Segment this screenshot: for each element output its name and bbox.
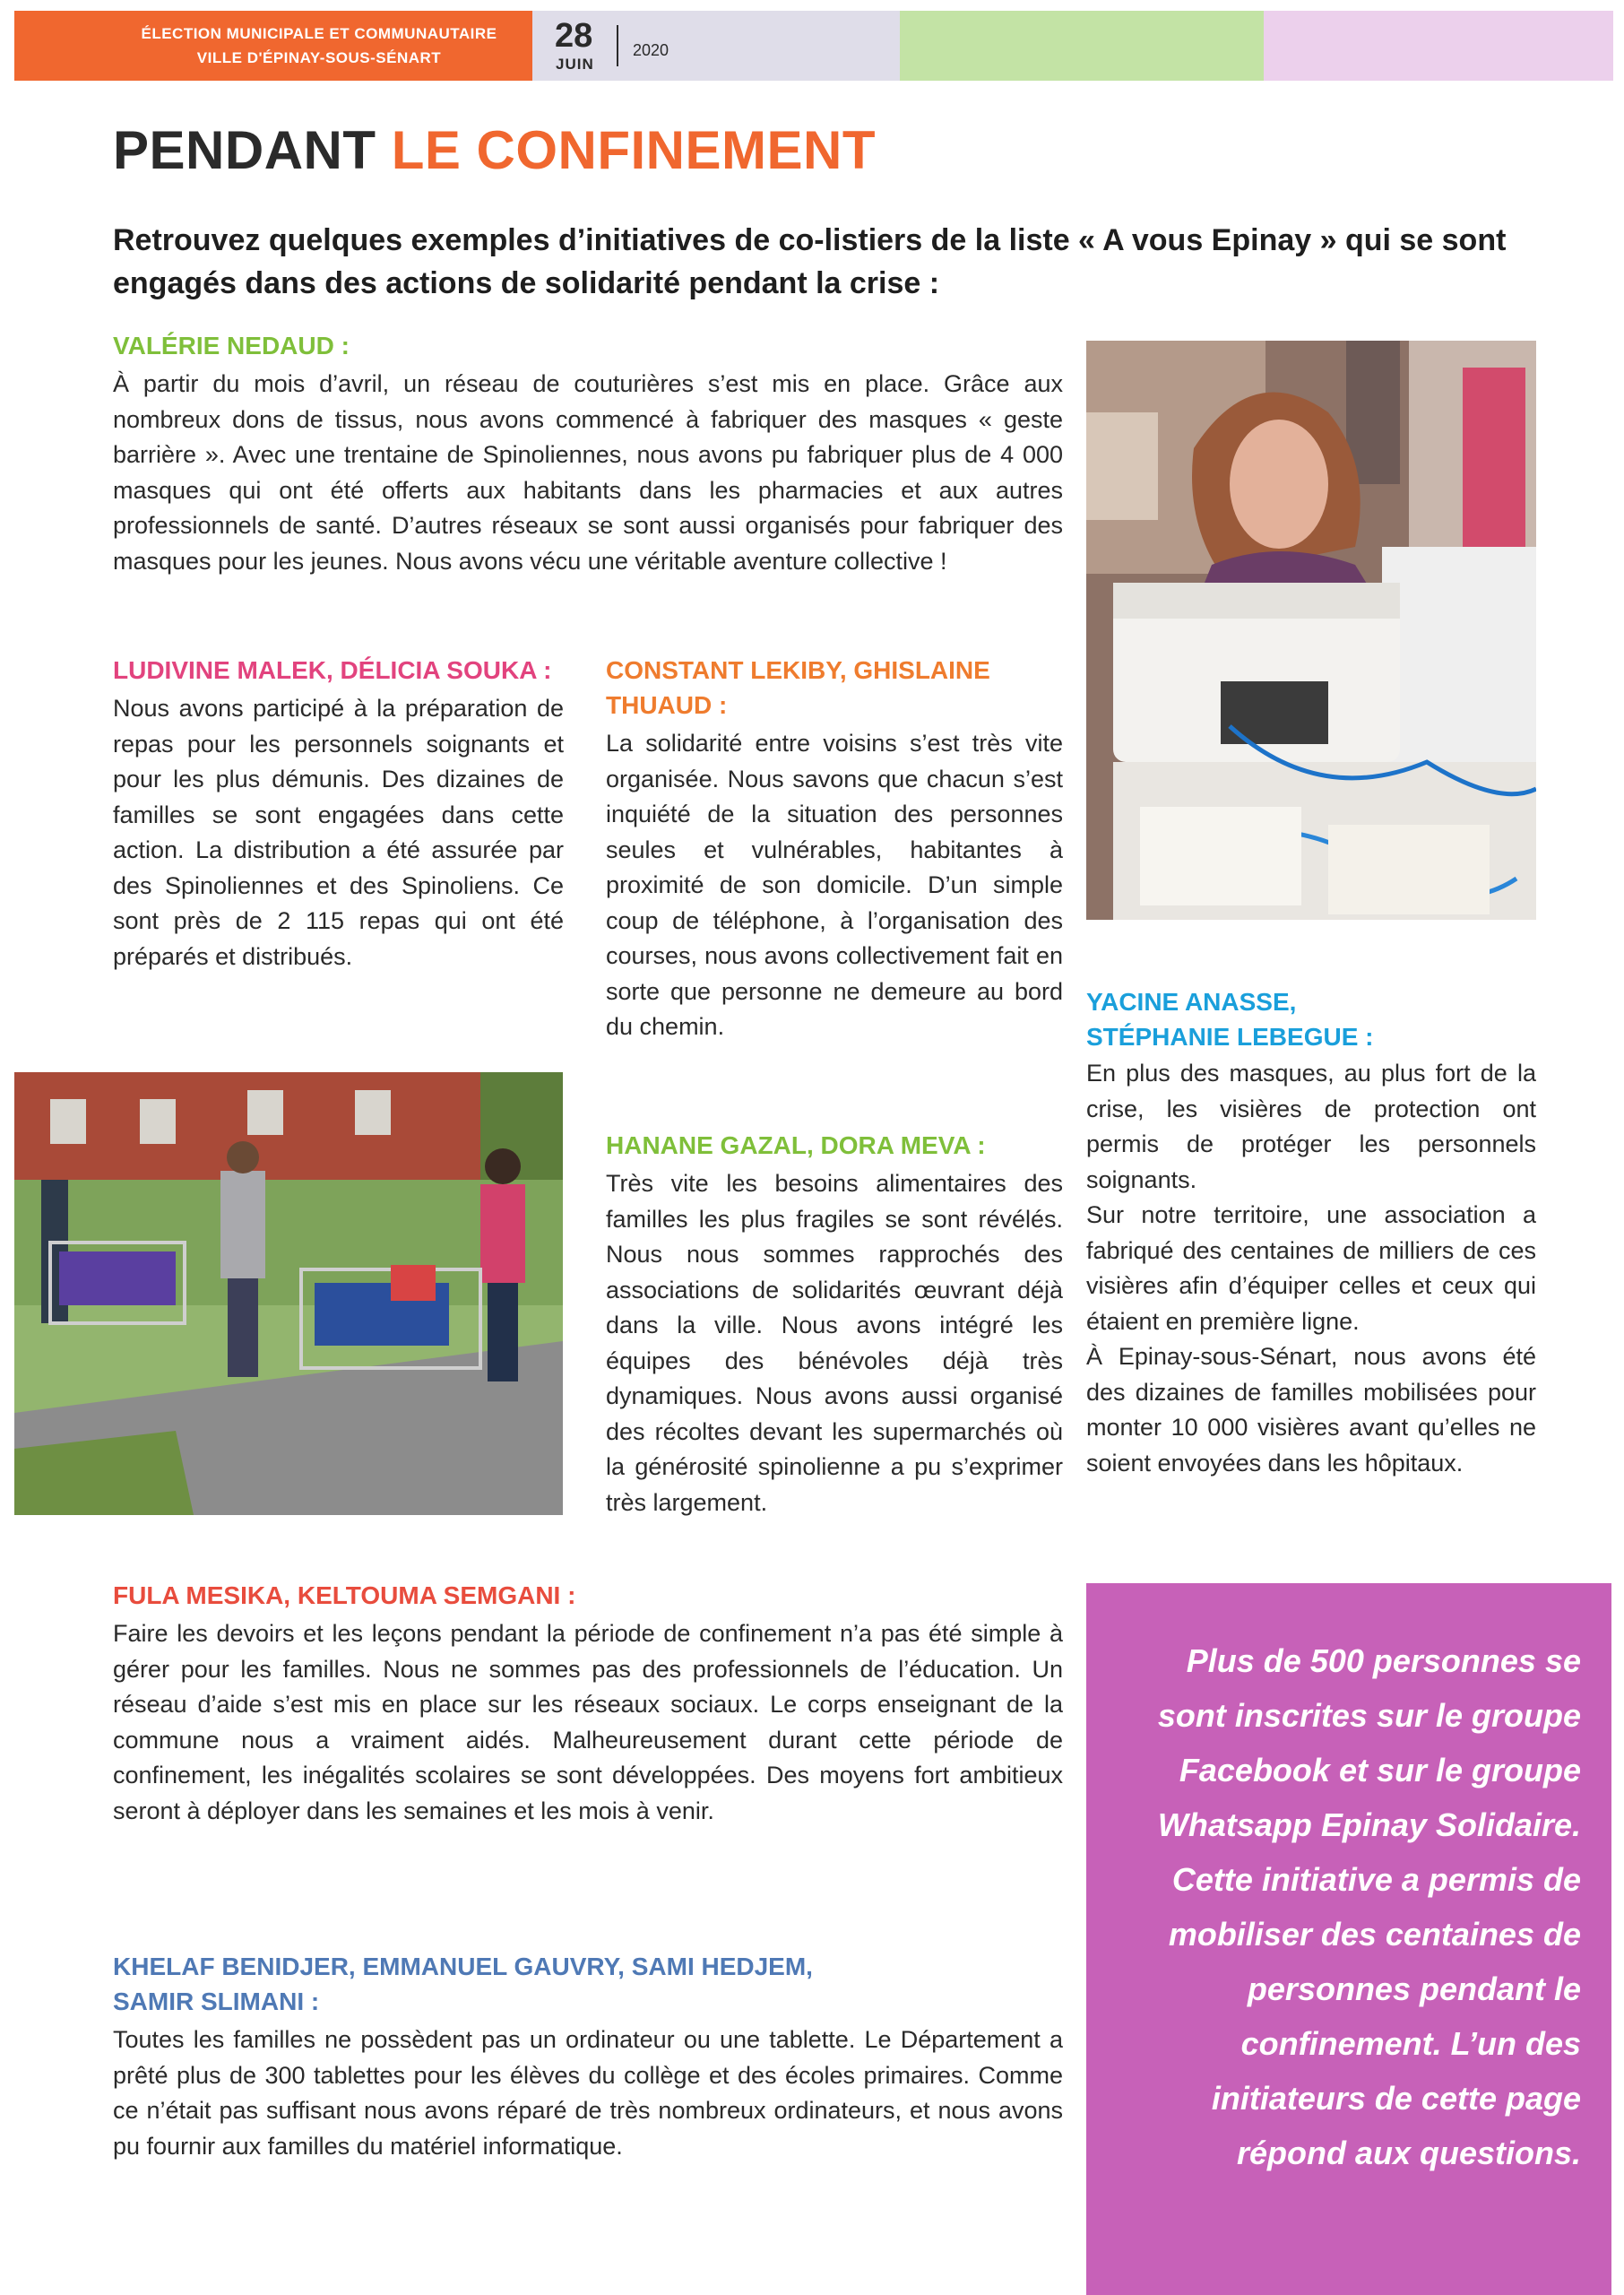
article-constant [606,653,1063,1045]
article-yacine [1086,984,1536,1481]
article-fula [113,1578,1063,1829]
shopping-carts-photo [14,1072,563,1515]
article-hanane [606,1128,1063,1520]
header-band-green [900,11,1264,81]
article-body: À partir du mois d’avril, un réseau de couturières s’est mis en place. Grâce aux nombreux dons de tissus, nous avons commencé à fabriquer des masques « geste barrière ». Avec une trentaine de Spinoliennes, nous avons pu fabriquer plus de 4 000 masques qui ont été offerts aux habitants dans les pharmacies et aux autres professionnels de santé. D’autres réseaux se sont aussi organisés pour fabriquer des masques pour les jeunes. Nous avons vécu une véritable aventure collective ! [113,370,1063,575]
article-heading [113,1949,1063,2019]
header-band-lilac [1264,11,1613,81]
election-month: JUIN [556,56,594,73]
intro-text: Retrouvez quelques exemples d’initiatives de co-listiers de la liste « A vous Epinay » qui se sont engagés dans des actions de solidarité pendant la crise : [113,223,1507,300]
election-title-line2: VILLE D'ÉPINAY-SOUS-SÉNART [196,49,442,66]
article-heading-line1: YACINE ANASSE, [1086,988,1297,1016]
article-paragraph: Sur notre territoire, une association a fabriqué des centaines de milliers de ces visières afin d’équiper celles et ceux qui étaient en première ligne. [1086,1201,1536,1335]
article-body: Toutes les familles ne possèdent pas un ordinateur ou une tablette. Le Département a prêté plus de 300 tablettes pour les élèves du collège et des écoles primaires. Comme ce n’était pas suffisant nous avons réparé de très nombreux ordinateurs, et nous avons pu fournir aux familles du matériel informatique. [113,2026,1063,2160]
article-paragraph: En plus des masques, au plus fort de la crise, les visières de protection ont permis de protéger les personnels soignants. [1086,1060,1536,1193]
article-body: Très vite les besoins alimentaires des familles les plus fragiles se sont révélés. Nous nous sommes rapprochés des associations de solidarités œuvrant déjà dans la ville. Nous avons intégré les équipes des bénévoles déjà très dynamiques. Nous avons aussi organisé des récoltes devant les supermarchés où la générosité spinolienne a pu s’exprimer très largement. [606,1170,1063,1516]
quote-text: Plus de 500 personnes se sont inscrites sur le groupe Facebook et sur le groupe Whatsapp Epinay Solidaire. Cette initiative a permis de mobiliser des centaines de personnes pendant le confinement. L’un des initiateurs de cette page répond aux questions. [1157,1642,1581,2171]
header-band [14,11,1613,81]
election-day: 28 [555,17,593,55]
article-heading: FULA MESIKA, KELTOUMA SEMGANI : [113,1581,576,1609]
article-heading: VALÉRIE NEDAUD : [113,332,350,359]
article-heading: CONSTANT LEKIBY, GHISLAINE THUAUD : [606,656,990,719]
sewing-photo [1086,341,1536,920]
date-divider [617,25,618,66]
article-heading: LUDIVINE MALEK, DÉLICIA SOUKA : [113,656,552,684]
election-title [104,22,534,70]
article-body: Nous avons participé à la préparation de repas pour les personnels soignants et pour les plus démunis. Des dizaines de familles se sont engagées dans cette action. La distribution a été assurée par des Spinoliennes et des Spinoliens. Ce sont près de 2 115 repas qui ont été préparés et distribués. [113,695,564,970]
page-title [113,115,876,186]
sewing-photo-illustration [1086,341,1536,920]
article-valerie [113,328,1063,579]
page-title-part1: PENDANT [113,120,376,180]
election-year: 2020 [633,41,669,59]
article-khelaf [113,1949,1063,2164]
article-heading-line2: STÉPHANIE LEBEGUE : [1086,1023,1374,1051]
shopping-carts-photo-illustration [14,1072,563,1515]
quote-box [1086,1583,1611,2295]
election-title-line1: ÉLECTION MUNICIPALE ET COMMUNAUTAIRE [141,25,497,42]
article-heading-line1: KHELAF BENIDJER, EMMANUEL GAUVRY, SAMI HEDJEM, [113,1953,813,1980]
article-heading-line2: SAMIR SLIMANI : [113,1988,320,2015]
article-heading [1086,984,1536,1054]
article-heading: HANANE GAZAL, DORA MEVA : [606,1131,986,1159]
article-paragraph: À Epinay-sous-Sénart, nous avons été des dizaines de familles mobilisées pour monter 10 000 visières avant qu’elles ne soient envoyées dans les hôpitaux. [1086,1343,1536,1477]
page-title-part2: LE CONFINEMENT [391,120,877,180]
article-body: La solidarité entre voisins s’est très vite organisée. Nous savons que chacun s’est inquiété de la situation des personnes seules et vulnérables, habitantes à proximité de son domicile. D’un simple coup de téléphone, à l’organisation des courses, nous avons collectivement fait en sorte que personne ne demeure au bord du chemin. [606,730,1063,1040]
article-ludivine [113,653,564,974]
article-body: Faire les devoirs et les leçons pendant la période de confinement n’a pas été simple à gérer pour les familles. Nous ne sommes pas des professionnels de l’éducation. Un réseau d’aide s’est mis en place sur les réseaux sociaux. Le corps enseignant de la commune nous a vraiment aidés. Malheureusement durant cette période de confinement, les inégalités scolaires se sont développées. Des moyens fort ambitieux seront à déployer dans les semaines et les mois à venir. [113,1620,1063,1824]
